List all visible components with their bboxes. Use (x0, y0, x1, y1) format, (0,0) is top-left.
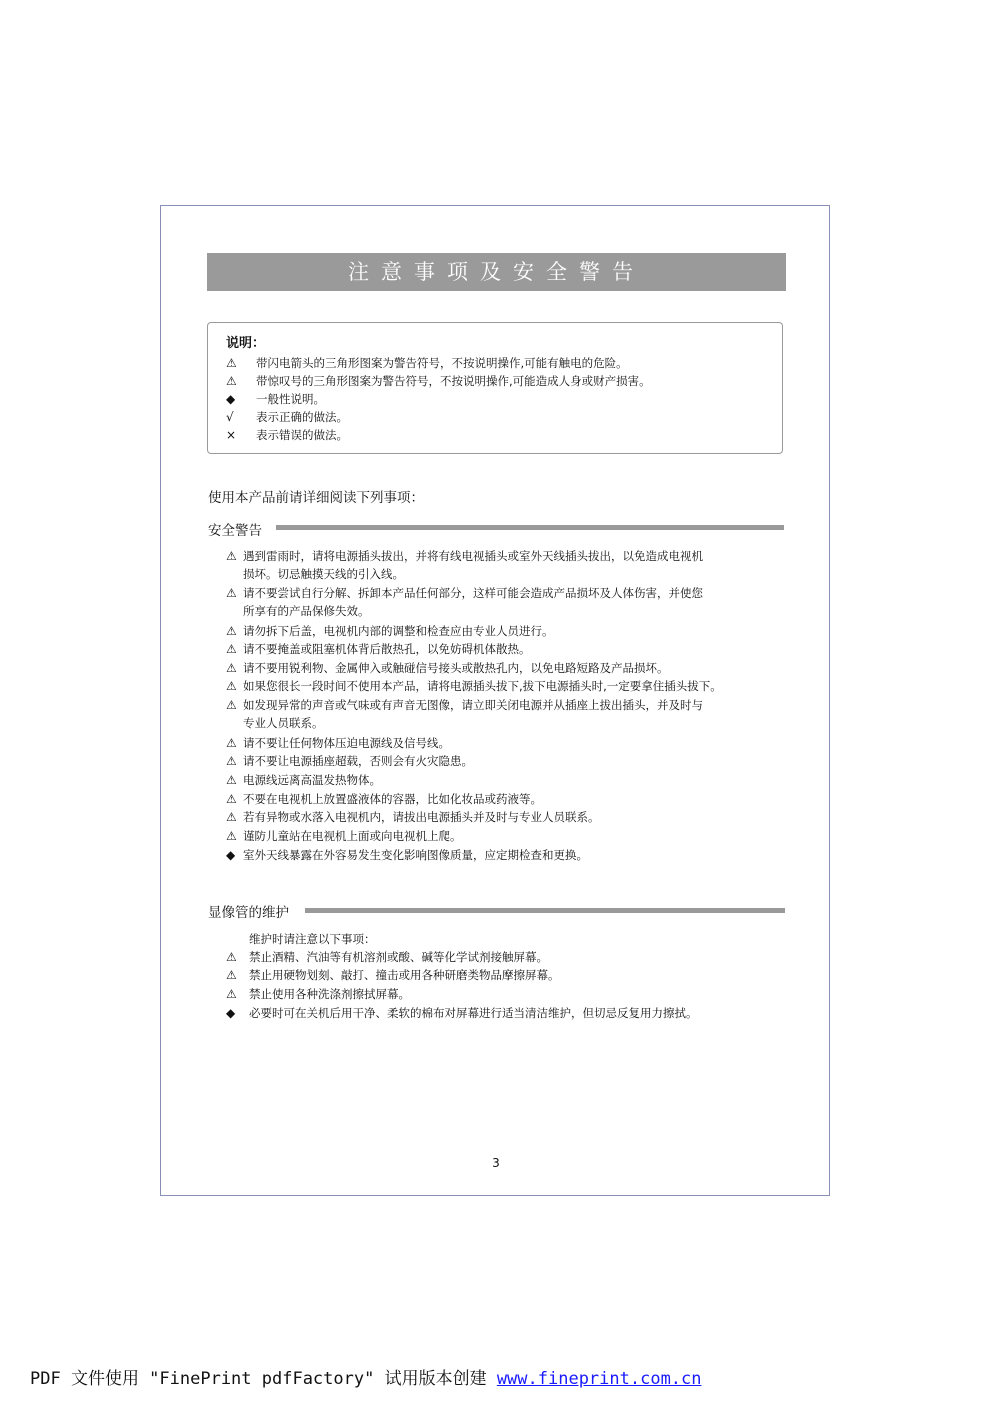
warning-icon: ⚠ (226, 950, 237, 964)
legend-row (226, 426, 348, 444)
checkmark-icon: √ (226, 410, 234, 424)
item-text: 谨防儿童站在电视机上面或向电视机上爬。 (243, 829, 462, 843)
item-text: 请不要让任何物体压迫电源线及信号线。 (243, 736, 450, 750)
item-text: 禁止用硬物划刻、敲打、撞击或用各种研磨类物品摩擦屏幕。 (249, 968, 560, 982)
item-text: 遇到雷雨时，请将电源插头拔出，并将有线电视插头或室外天线插头拔出，以免造成电视机 (243, 549, 703, 563)
footer-text: PDF 文件使用 "FinePrint pdfFactory" 试用版本创建 (30, 1369, 497, 1389)
warning-icon: ⚠ (226, 968, 237, 982)
item-text: 请不要让电源插座超载，否则会有火灾隐患。 (243, 754, 473, 768)
item-text: 禁止使用各种洗涤剂擦拭屏幕。 (249, 987, 410, 1001)
maintenance-item (226, 966, 560, 984)
item-continuation: 专业人员联系。 (243, 716, 324, 730)
warning-icon: ⚠ (226, 624, 237, 638)
safety-item (226, 827, 462, 845)
page-title: 注意事项及安全警告 (207, 253, 786, 291)
item-text: 室外天线暴露在外容易发生变化影响图像质量，应定期检查和更换。 (243, 848, 588, 862)
page-number: 3 (492, 1156, 500, 1170)
warning-icon: ⚠ (226, 792, 237, 806)
exclamation-warning-icon: ⚠ (226, 374, 237, 388)
item-text: 如发现异常的声音或气味或有声音无图像，请立即关闭电源并从插座上拔出插头，并及时与 (243, 698, 703, 712)
safety-item (226, 846, 588, 864)
safety-item (226, 752, 473, 770)
legend-row (226, 390, 325, 408)
safety-item (226, 584, 703, 620)
warning-icon: ⚠ (226, 773, 237, 787)
item-text: 必要时可在关机后用干净、柔软的棉布对屏幕进行适当清洁维护，但切忌反复用力擦拭。 (249, 1006, 698, 1020)
safety-item (226, 547, 703, 583)
footer-link[interactable]: www.fineprint.com.cn (496, 1369, 702, 1389)
safety-item (226, 677, 722, 695)
warning-icon: ⚠ (226, 679, 237, 693)
safety-item (226, 640, 531, 658)
diamond-icon: ◆ (226, 1006, 236, 1020)
lightning-warning-icon: ⚠ (226, 356, 237, 370)
legend-title: 说明： (226, 336, 266, 351)
item-text: 请勿拆下后盖，电视机内部的调整和检查应由专业人员进行。 (243, 624, 554, 638)
safety-item (226, 659, 669, 677)
item-continuation: 损坏。切忌触摸天线的引入线。 (243, 567, 404, 581)
intro-text: 使用本产品前请详细阅读下列事项： (208, 490, 424, 506)
diamond-icon: ◆ (226, 392, 236, 406)
warning-icon: ⚠ (226, 736, 237, 750)
maintenance-item (226, 985, 410, 1003)
item-text: 不要在电视机上放置盛液体的容器，比如化妆品或药液等。 (243, 792, 542, 806)
legend-row (226, 372, 651, 390)
item-text: 如果您很长一段时间不使用本产品，请将电源插头拔下,拔下电源插头时,一定要拿住插头拔下。 (243, 679, 722, 693)
section-rule (276, 525, 784, 530)
warning-icon: ⚠ (226, 642, 237, 656)
warning-icon: ⚠ (226, 661, 237, 675)
footer-watermark (30, 1364, 702, 1389)
maintenance-intro: 维护时请注意以下事项： (249, 932, 376, 946)
warning-icon: ⚠ (226, 549, 237, 563)
warning-icon: ⚠ (226, 698, 237, 712)
legend-text: 带闪电箭头的三角形图案为警告符号，不按说明操作,可能有触电的危险。 (256, 356, 628, 370)
legend-text: 表示错误的做法。 (256, 428, 348, 442)
legend-box (207, 322, 783, 454)
maintenance-item (226, 1004, 698, 1022)
cross-icon: × (226, 428, 237, 442)
item-continuation: 所享有的产品保修失效。 (243, 604, 370, 618)
item-text: 请不要尝试自行分解、拆卸本产品任何部分，这样可能会造成产品损坏及人体伤害，并使您 (243, 586, 703, 600)
safety-item (226, 696, 703, 732)
legend-text: 表示正确的做法。 (256, 410, 348, 424)
diamond-icon: ◆ (226, 848, 236, 862)
warning-icon: ⚠ (226, 829, 237, 843)
maintenance-heading: 显像管的维护 (208, 905, 289, 921)
legend-text: 带惊叹号的三角形图案为警告符号，不按说明操作,可能造成人身或财产损害。 (256, 374, 651, 388)
warning-icon: ⚠ (226, 754, 237, 768)
safety-item (226, 734, 450, 752)
legend-row (226, 354, 628, 372)
item-text: 请不要掩盖或阻塞机体背后散热孔，以免妨碍机体散热。 (243, 642, 531, 656)
warning-icon: ⚠ (226, 586, 237, 600)
legend-row (226, 408, 348, 426)
maintenance-item (226, 948, 548, 966)
item-text: 禁止酒精、汽油等有机溶剂或酸、碱等化学试剂接触屏幕。 (249, 950, 548, 964)
item-text: 电源线远离高温发热物体。 (243, 773, 381, 787)
item-text: 请不要用锐利物、金属伸入或触碰信号接头或散热孔内，以免电路短路及产品损坏。 (243, 661, 669, 675)
safety-item (226, 790, 542, 808)
item-text: 若有异物或水落入电视机内，请拔出电源插头并及时与专业人员联系。 (243, 810, 600, 824)
safety-heading: 安全警告 (208, 523, 262, 539)
safety-item (226, 771, 381, 789)
section-rule (305, 908, 785, 913)
warning-icon: ⚠ (226, 987, 237, 1001)
safety-item (226, 808, 600, 826)
warning-icon: ⚠ (226, 810, 237, 824)
legend-text: 一般性说明。 (256, 392, 325, 406)
safety-item (226, 622, 554, 640)
